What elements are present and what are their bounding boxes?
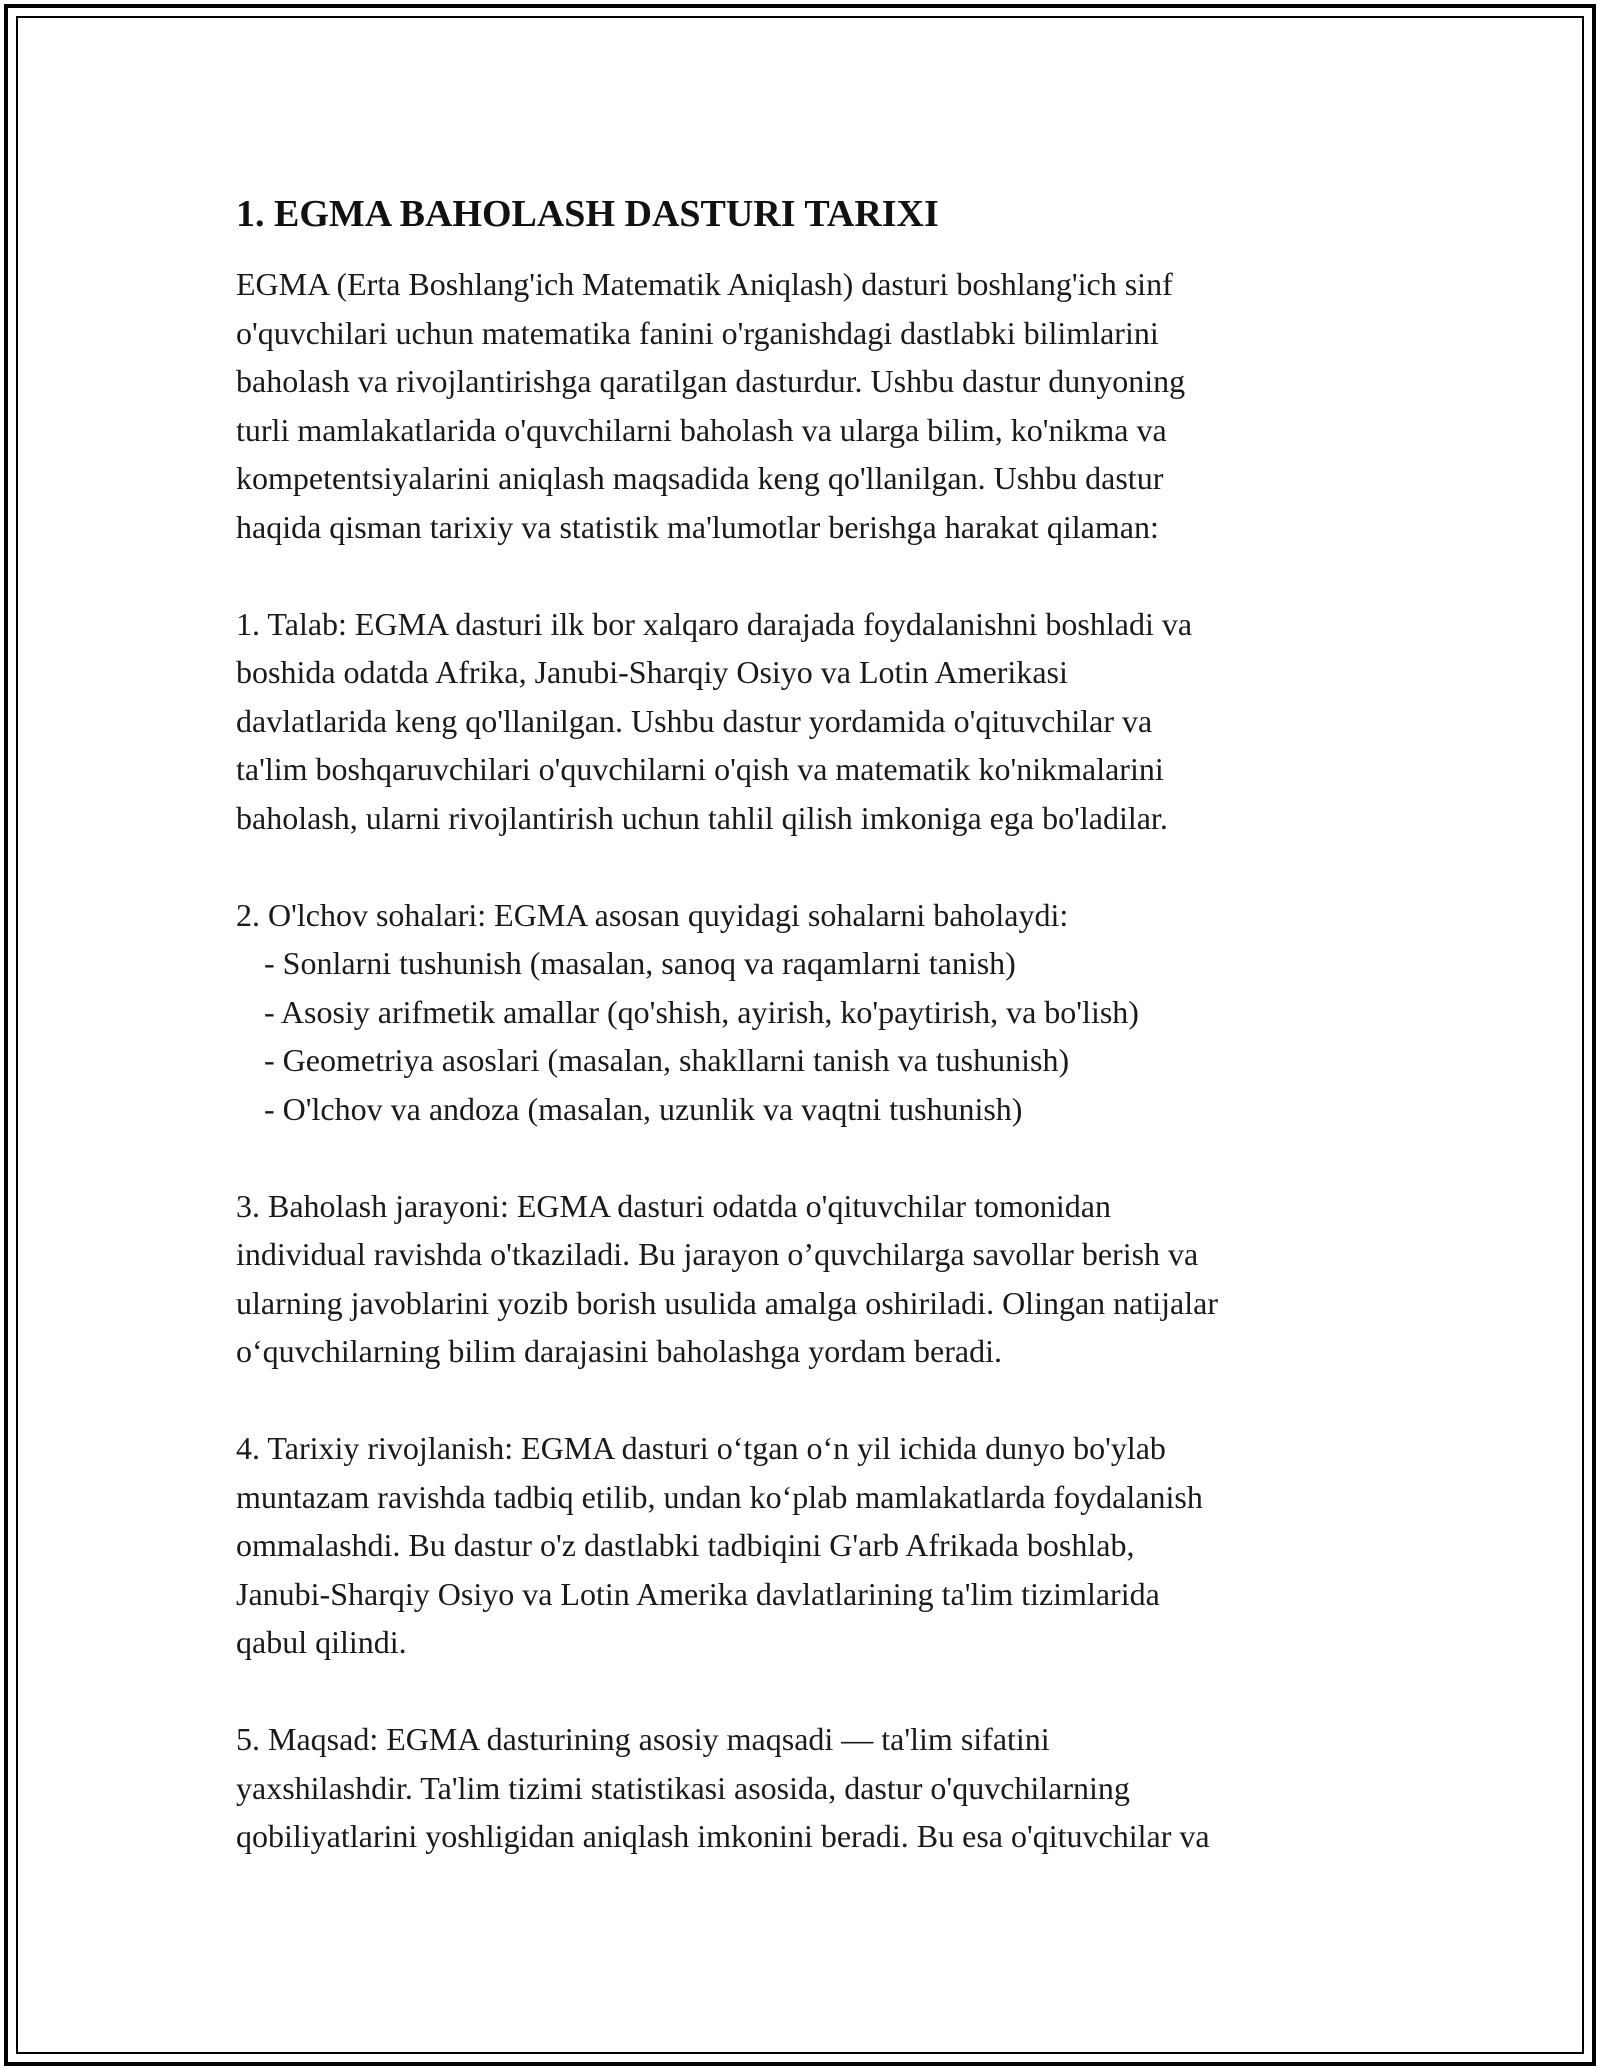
section-olchov-sohalari [236,891,1396,1134]
paragraph-line: EGMA (Erta Boshlang'ich Matematik Aniqlash) dasturi boshlang'ich sinf [236,266,1173,302]
paragraph-line: ommalashdi. Bu dastur o'z dastlabki tadbiqini G'arb Afrikada boshlab, [236,1527,1135,1563]
paragraph-line: qabul qilindi. [236,1624,407,1660]
paragraph-line: ta'lim boshqaruvchilari o'quvchilarni o'qish va matematik ko'nikmalarini [236,751,1164,787]
section-baholash-jarayoni [236,1182,1396,1376]
paragraph-line: haqida qisman tarixiy va statistik ma'lumotlar berishga harakat qilaman: [236,508,1159,545]
intro-paragraph [236,260,1396,551]
bullet-item: - Geometriya asoslari (masalan, shakllarni tanish va tushunish) [264,1042,1070,1078]
paragraph-line: 1. Talab: EGMA dasturi ilk bor xalqaro darajada foydalanishni boshladi va [236,605,1193,642]
paragraph-line: 3. Baholash jarayoni: EGMA dasturi odatda o'qituvchilar tomonidan [236,1187,1111,1224]
section-maqsad [236,1715,1396,1861]
section-talab [236,600,1396,843]
paragraph-line: baholash va rivojlantirishga qaratilgan dasturdur. Ushbu dastur dunyoning [236,363,1186,399]
paragraph-line: Janubi-Sharqiy Osiyo va Lotin Amerika davlatlarining ta'lim tizimlarida [236,1575,1160,1612]
paragraph-line: 5. Maqsad: EGMA dasturining asosiy maqsadi — ta'lim sifatini [236,1721,1050,1757]
paragraph-line: kompetentsiyalarini aniqlash maqsadida keng qo'llanilgan. Ushbu dastur [236,460,1164,496]
paragraph-line: muntazam ravishda tadbiq etilib, undan ko‘plab mamlakatlarda foydalanish [236,1478,1203,1515]
bullet-item: - Sonlarni tushunish (masalan, sanoq va raqamlarni tanish) [264,945,1016,981]
paragraph-line: baholash, ularni rivojlantirish uchun tahlil qilish imkoniga ega bo'ladilar. [236,799,1168,836]
paragraph-line: o'quvchilari uchun matematika fanini o'rganishdagi dastlabki bilimlarini [236,314,1159,351]
document-body [236,190,1396,1909]
bullet-item: - O'lchov va andoza (masalan, uzunlik va vaqtni tushunish) [264,1090,1023,1127]
section-tarixiy-rivojlanish [236,1424,1396,1667]
paragraph-line: individual ravishda o'tkaziladi. Bu jarayon o’quvchilarga savollar berish va [236,1236,1199,1272]
bullet-item: - Asosiy arifmetik amallar (qo'shish, ayirish, ko'paytirish, va bo'lish) [264,993,1139,1030]
paragraph-line: yaxshilashdir. Ta'lim tizimi statistikasi asosida, dastur o'quvchilarning [236,1769,1130,1806]
paragraph-line: turli mamlakatlarida o'quvchilarni baholash va ularga bilim, ko'nikma va [236,411,1167,448]
paragraph-line: ularning javoblarini yozib borish usulida amalga oshiriladi. Olingan natijalar [236,1284,1218,1321]
page-title: 1. EGMA BAHOLASH DASTURI TARIXI [236,193,939,235]
paragraph-line: boshida odatda Afrika, Janubi-Sharqiy Osiyo va Lotin Amerikasi [236,654,1068,690]
paragraph-line: o‘quvchilarning bilim darajasini baholashga yordam beradi. [236,1333,1002,1369]
paragraph-line: qobiliyatlarini yoshligidan aniqlash imkonini beradi. Bu esa o'qituvchilar va [236,1818,1210,1854]
paragraph-line: davlatlarida keng qo'llanilgan. Ushbu dastur yordamida o'qituvchilar va [236,702,1153,739]
paragraph-line: 2. O'lchov sohalari: EGMA asosan quyidagi sohalarni baholaydi: [236,896,1069,933]
paragraph-line: 4. Tarixiy rivojlanish: EGMA dasturi o‘tgan o‘n yil ichida dunyo bo'ylab [236,1430,1166,1466]
